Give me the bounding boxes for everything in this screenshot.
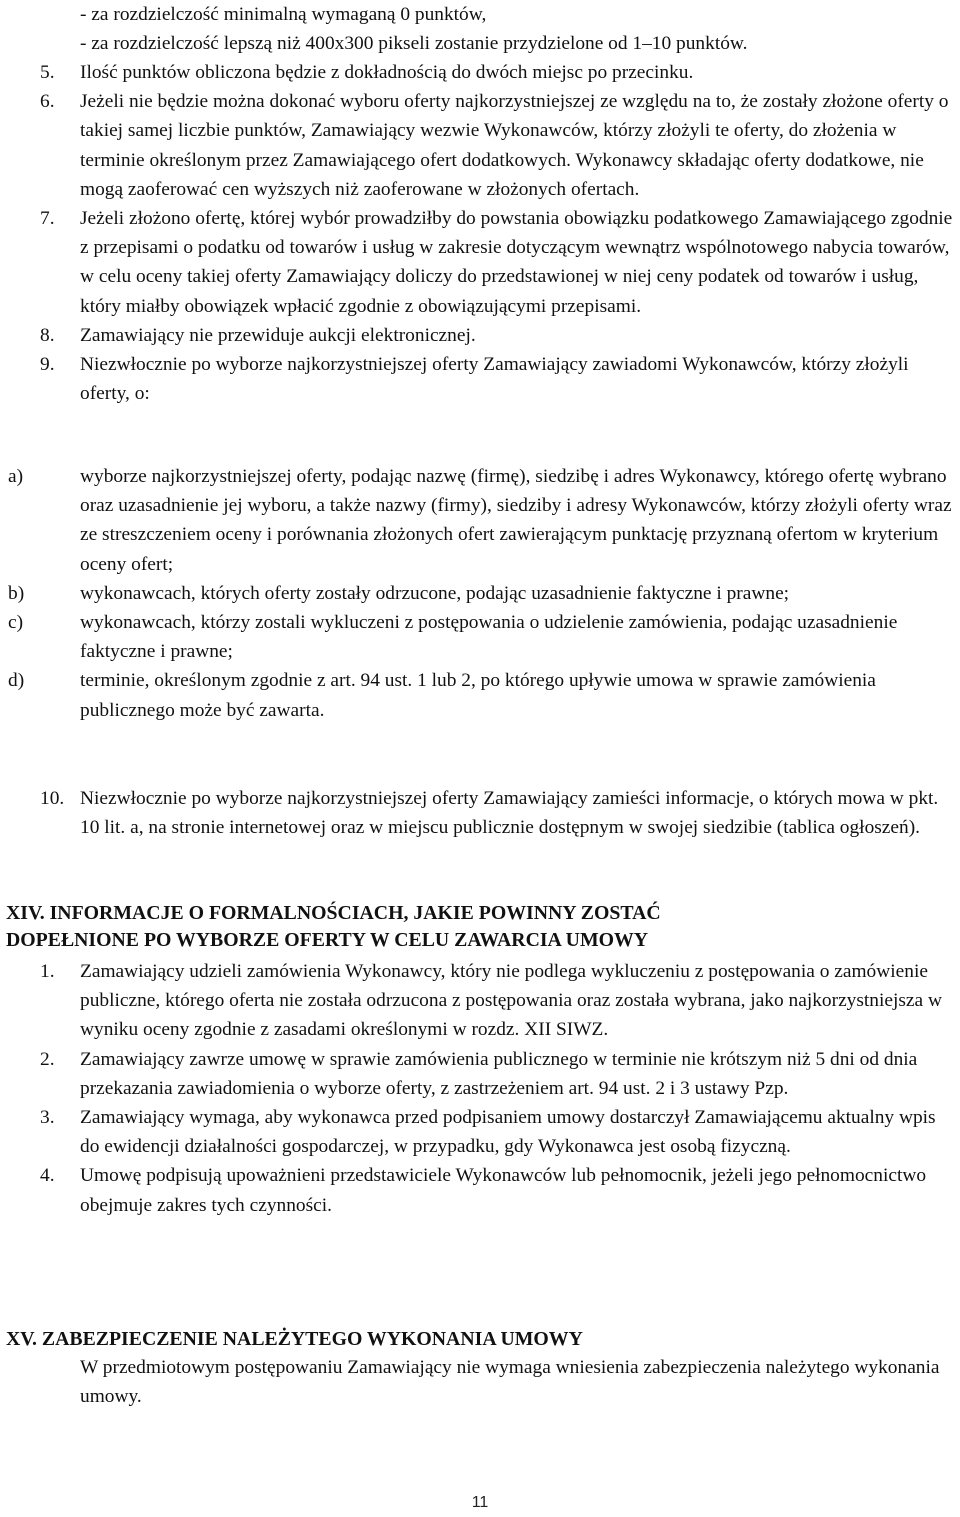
item-number: 4. — [40, 1165, 55, 1187]
item-number: 9. — [40, 354, 55, 376]
item-text: wykonawcach, których oferty zostały odrzucone, podając uzasadnienie faktyczne i prawne; — [80, 582, 790, 604]
lettered-list — [0, 462, 960, 725]
top-lines — [0, 0, 960, 58]
section-heading: XIV. INFORMACJE O FORMALNOŚCIACH, JAKIE POWINNY ZOSTAĆ — [6, 902, 661, 924]
section-text: W przedmiotowym postępowaniu Zamawiający nie wymaga wniesienia zabezpieczenia należytego wykonania umowy. — [80, 1357, 940, 1408]
item-text: Zamawiający nie przewiduje aukcji elektronicznej. — [80, 324, 476, 346]
item-letter: c) — [8, 612, 24, 634]
item-text: Zamawiający wymaga, aby wykonawca przed podpisaniem umowy dostarczył Zamawiającemu aktualny wpis do ewidencji działalności gospodarczej, w przypadku, gdy Wykonawca jest osobą fizyczną. — [80, 1107, 936, 1158]
list-item — [0, 666, 960, 724]
item-number: 1. — [40, 961, 55, 982]
list-item — [0, 1045, 960, 1103]
item-letter: b) — [8, 582, 25, 604]
item-text: Jeżeli złożono ofertę, której wybór prowadziłby do powstania obowiązku podatkowego Zamawiającego zgodnie z przepisami o podatku od towarów i usług w zakresie dotyczącym wewnątrz wspólnotowego nabycia towarów, w celu oceny takiej oferty Zamawiający doliczy do przedstawionej w niej ceny podatek od towarów i usług, który miałby obowiązek wpłacić zgodnie z obowiązującymi przepisami. — [80, 208, 953, 317]
item-text: Jeżeli nie będzie można dokonać wyboru oferty najkorzystniejszej ze względu na to, że zostały złożone oferty o takiej samej liczbie punktów, Zamawiający wezwie Wykonawców, którzy złożyli te oferty, do złożenia w terminie określonym przez Zamawiającego ofert dodatkowych. Wykonawcy składając oferty dodatkowe, nie mogą zaoferować cen wyższych niż zaoferowane w złożonych ofertach. — [80, 91, 949, 200]
numbered-list — [0, 957, 960, 1220]
item-number: 6. — [40, 91, 55, 113]
list-item — [0, 58, 960, 87]
section-heading: XV. ZABEZPIECZENIE NALEŻYTEGO WYKONANIA UMOWY — [6, 1328, 583, 1350]
list-item — [0, 579, 960, 608]
item-number: 7. — [40, 208, 55, 230]
section-xv — [0, 1326, 960, 1411]
item-text: Niezwłocznie po wyborze najkorzystniejszej oferty Zamawiający zamieści informacje, o których mowa w pkt. 10 lit. a, na stronie internetowej oraz w miejscu publicznie dostępnym w swojej siedzibie (tablica ogłoszeń). — [80, 788, 939, 839]
item-text: Ilość punktów obliczona będzie z dokładnością do dwóch miejsc po przecinku. — [80, 62, 694, 83]
item-text: Niezwłocznie po wyborze najkorzystniejszej oferty Zamawiający zawiadomi Wykonawców, którzy złożyli oferty, o: — [80, 354, 909, 405]
item-text: wyborze najkorzystniejszej oferty, podając nazwę (firmę), siedzibę i adres Wykonawcy, którego ofertę wybrano oraz uzasadnienie jej wyboru, a także nazwy (firmy), siedziby i adresy Wykonawców, którzy złożyli oferty wraz ze streszczeniem oceny i porównania złożonych ofert zawierającym punktację przyznaną ofertom w kryterium oceny ofert; — [80, 466, 952, 575]
list-item — [0, 1103, 960, 1161]
item-letter: d) — [8, 670, 25, 692]
list-item — [0, 87, 960, 204]
numbered-list — [0, 784, 960, 842]
numbered-list — [0, 58, 960, 408]
section-heading: DOPEŁNIONE PO WYBORZE OFERTY W CELU ZAWARCIA UMOWY — [6, 929, 649, 951]
item-text: Zamawiający udzieli zamówienia Wykonawcy, który nie podlega wykluczeniu z postępowania o zamówienie publiczne, którego oferta nie została odrzucona z postępowania oraz została wybrana, jako najkorzystniejsza w wyniku oceny zgodnie z zasadami określonymi w rozdz. XII SIWZ. — [80, 961, 942, 1041]
section-xiv — [0, 900, 960, 954]
item-number: 3. — [40, 1107, 55, 1129]
item-text: Umowę podpisują upoważnieni przedstawiciele Wykonawców lub pełnomocnik, jeżeli jego pełnomocnictwo obejmuje zakres tych czynności. — [80, 1165, 927, 1216]
item-number: 10. — [40, 788, 65, 809]
list-item — [0, 204, 960, 321]
item-number: 2. — [40, 1048, 55, 1070]
list-item — [0, 1161, 960, 1219]
item-text: terminie, określonym zgodnie z art. 94 ust. 1 lub 2, po którego upływie umowa w sprawie zamówienia publicznego może być zawarta. — [80, 670, 876, 721]
page-number: 11 — [471, 1494, 489, 1511]
item-number: 8. — [40, 324, 55, 346]
text-line: - za rozdzielczość lepszą niż 400x300 pikseli zostanie przydzielone od 1–10 punktów. — [80, 33, 748, 55]
text-line: - za rozdzielczość minimalną wymaganą 0 punktów, — [80, 4, 487, 25]
list-item — [0, 608, 960, 666]
item-letter: a) — [8, 466, 24, 487]
list-item — [0, 321, 960, 350]
list-item — [0, 350, 960, 408]
list-item — [0, 957, 960, 1045]
item-text: wykonawcach, którzy zostali wykluczeni z postępowania o udzielenie zamówienia, podając uzasadnienie faktyczne i prawne; — [80, 612, 898, 663]
list-item — [0, 784, 960, 842]
item-text: Zamawiający zawrze umowę w sprawie zamówienia publicznego w terminie nie krótszym niż 5 dni od dnia przekazania zawiadomienia o wyborze oferty, z zastrzeżeniem art. 94 ust. 2 i 3 ustawy Pzp. — [80, 1048, 918, 1099]
list-item — [0, 462, 960, 579]
item-number: 5. — [40, 62, 55, 83]
